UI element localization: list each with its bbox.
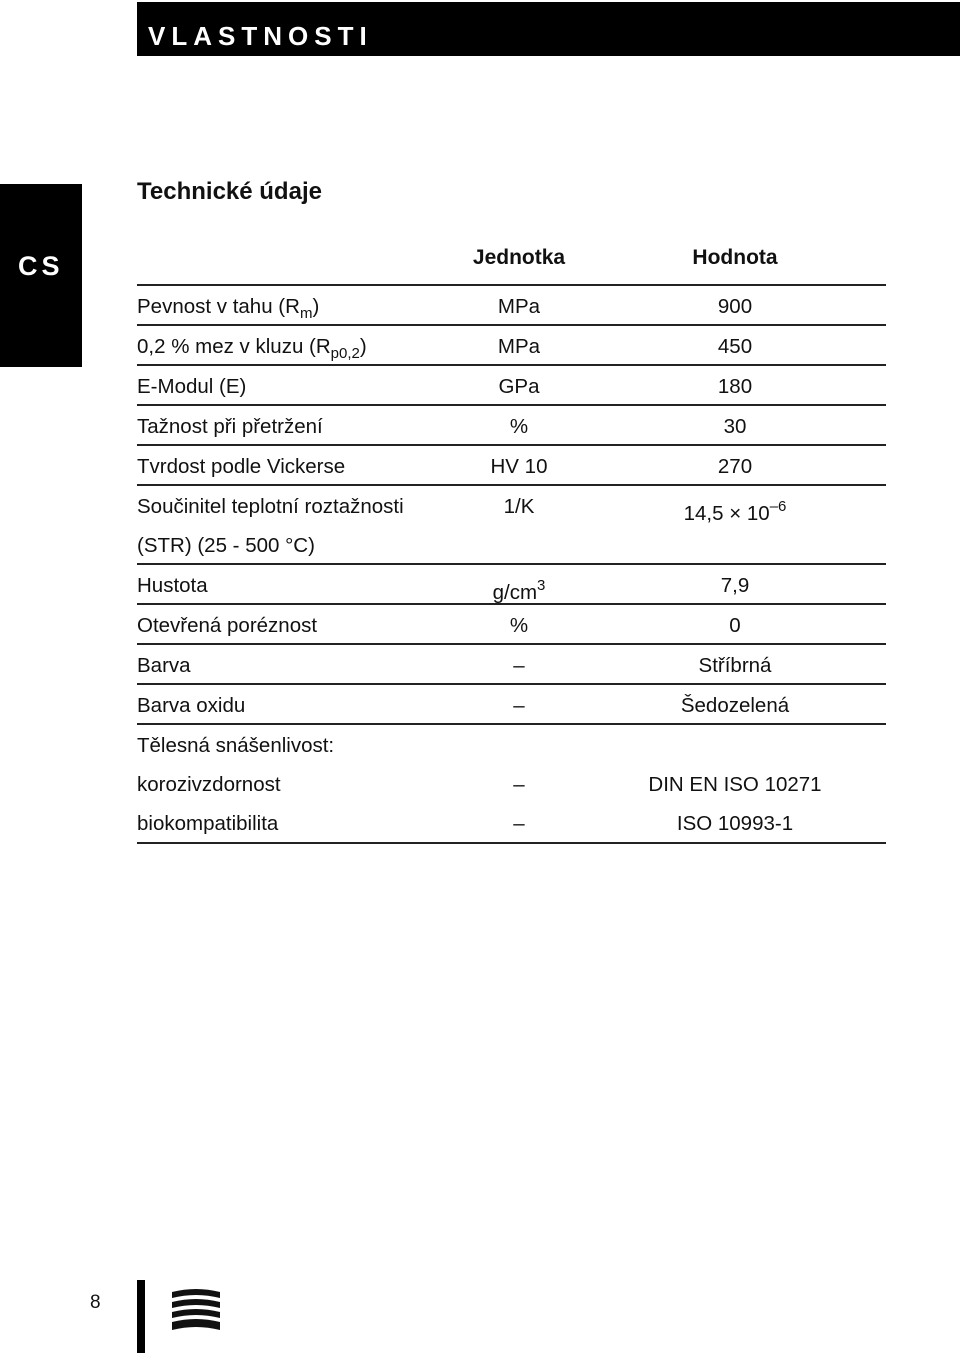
property-unit: – [513,654,525,677]
property-unit: – [513,812,525,835]
property-unit: 1/K [503,495,535,518]
property-unit: – [513,694,525,717]
table-row [137,605,886,645]
technical-data-table [137,240,886,844]
table-row [137,486,886,565]
property-name: Tažnost při přetržení [137,415,323,438]
table-row [137,725,886,764]
property-value: Šedozelená [680,694,790,717]
page-number: 8 [90,1292,101,1313]
property-value: 7,9 [720,574,750,597]
property-name: Hustota [137,574,208,597]
table-row [137,645,886,685]
manufacturer-logo-icon [170,1288,222,1334]
property-value: DIN EN ISO 10271 [648,773,822,796]
table-row [137,565,886,605]
property-unit: $g/cm^3$ [492,577,546,604]
table-row [137,764,886,803]
column-header-value: Hodnota [692,246,778,269]
property-value: 900 [717,295,753,318]
table-row [137,326,886,366]
property-name: korozivzdornost [137,773,281,796]
property-name: Součinitel teplotní roztažnosti (STR) (25 - 500 °C) [137,495,404,557]
property-unit: % [509,415,529,438]
table-row [137,685,886,725]
page-header-title: VLASTNOSTI [148,21,373,51]
property-value: 450 [717,335,753,358]
property-unit: HV 10 [490,455,548,478]
property-name: 0,2 % mez v kluzu $(R_{p0,2})$ [137,335,367,362]
property-unit: GPa [498,375,540,398]
property-name: Otevřená poréznost [137,614,318,637]
property-group-name: Tělesná snášenlivost: [137,734,335,757]
property-name-line2: (STR) (25 - 500 °C) [137,534,315,557]
property-value: $14,5 \times 10^{-6}$ [683,498,787,525]
property-value: 270 [717,455,753,478]
property-name: E-Modul (E) [137,375,247,398]
table-header-row [137,240,886,286]
property-value: 180 [717,375,753,398]
property-name: biokompatibilita [137,812,279,835]
table-row [137,406,886,446]
property-name: Barva [137,654,191,677]
property-name: Tvrdost podle Vickerse [137,455,346,478]
property-unit: % [509,614,529,637]
language-tab-label: CS [18,251,64,281]
property-value: 0 [729,614,741,637]
table-row [137,803,886,844]
property-unit: – [513,773,525,796]
property-name: Pevnost v tahu $(R_m)$ [137,295,320,322]
property-value: ISO 10993-1 [676,812,794,835]
table-row [137,286,886,326]
property-unit: MPa [497,335,541,358]
table-row [137,366,886,406]
property-unit: MPa [497,295,541,318]
section-title: Technické údaje [137,178,322,205]
table-row [137,446,886,486]
property-name: Barva oxidu [137,694,246,717]
column-header-unit: Jednotka [472,246,566,269]
footer-bar [137,1280,145,1353]
property-value: Stříbrná [698,654,772,677]
property-value: 30 [723,415,747,438]
